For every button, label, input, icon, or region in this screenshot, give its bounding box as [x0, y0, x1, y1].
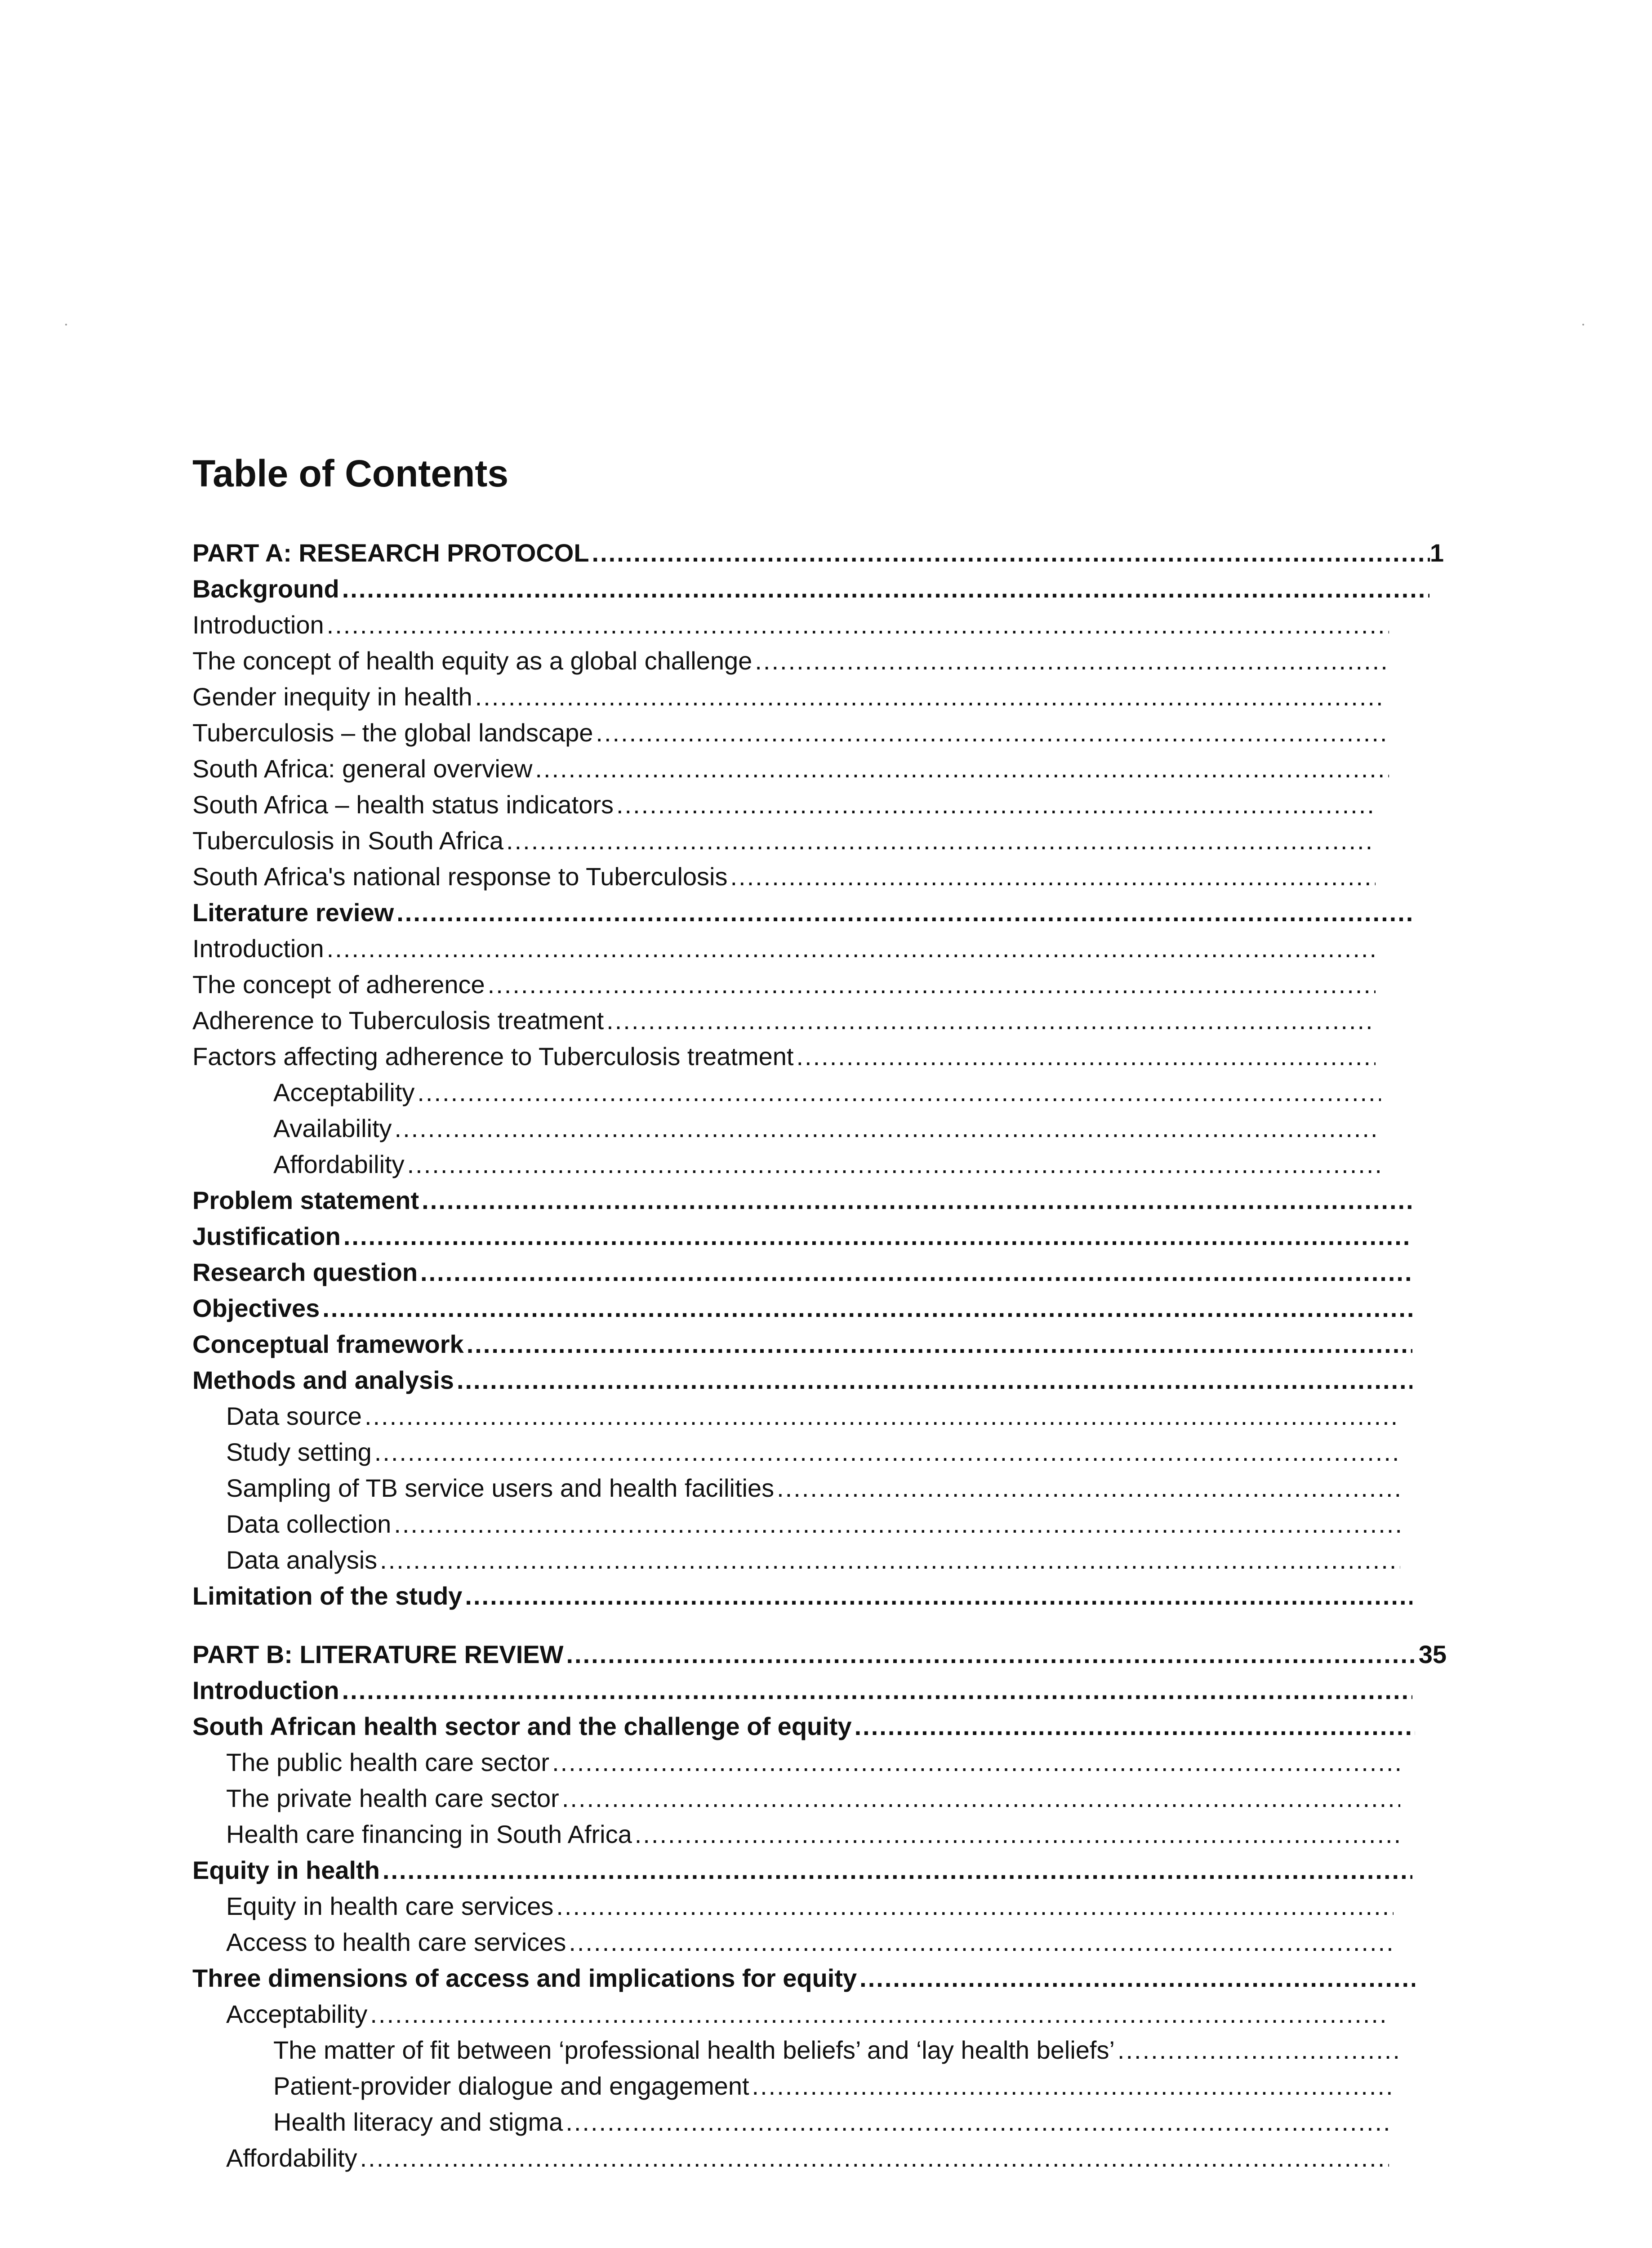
toc-entry[interactable]: [192, 1673, 1412, 1708]
toc-leader-dots: [563, 1637, 1418, 1673]
toc-leader-dots: [752, 643, 1389, 679]
toc-entry[interactable]: [192, 571, 1429, 607]
toc-leader-dots: [394, 895, 1412, 931]
toc-leader-dots: [852, 1708, 1415, 1744]
toc-entry-label: Acceptability: [226, 2000, 368, 2028]
toc-entry-label: Equity in health: [192, 1856, 380, 1884]
toc-entry-label: Objectives: [192, 1294, 320, 1322]
toc-entry-label: Availability: [273, 1114, 392, 1142]
toc-entry-label: The matter of fit between ‘professional health beliefs’ and ‘lay health beliefs’: [273, 2036, 1115, 2064]
toc-leader-dots: [559, 1780, 1400, 1816]
toc-entry-label: South African health sector and the challenge of equity: [192, 1712, 852, 1740]
toc-entry[interactable]: [192, 1254, 1412, 1290]
toc-entry[interactable]: [273, 2068, 1394, 2104]
toc-page-number: 35: [1418, 1640, 1447, 1668]
toc-entry[interactable]: [192, 787, 1376, 823]
toc-entry[interactable]: [192, 1326, 1412, 1362]
toc-entry[interactable]: [192, 1637, 1447, 1673]
toc-entry-label: Introduction: [192, 1676, 339, 1704]
toc-leader-dots: [341, 1218, 1412, 1254]
toc-entry-label: Study setting: [226, 1438, 372, 1466]
toc-entry[interactable]: [192, 1218, 1412, 1254]
toc-entry-label: Equity in health care services: [226, 1892, 554, 1920]
toc-entry[interactable]: [192, 751, 1389, 787]
toc-entry[interactable]: [192, 1039, 1376, 1075]
toc-leader-dots: [320, 1290, 1412, 1326]
toc-entry-label: South Africa: general overview: [192, 754, 533, 783]
toc-leader-dots: [414, 1075, 1381, 1111]
toc-entry-label: Adherence to Tuberculosis treatment: [192, 1006, 604, 1035]
toc-leader-dots: [774, 1470, 1400, 1506]
toc-leader-dots: [1115, 2032, 1400, 2068]
toc-entry-label: The concept of adherence: [192, 970, 485, 999]
toc-entry-label: Limitation of the study: [192, 1582, 463, 1610]
toc-leader-dots: [749, 2068, 1394, 2104]
toc-entry[interactable]: [226, 1888, 1394, 1924]
toc-leader-dots: [380, 1852, 1412, 1888]
toc-entry[interactable]: [192, 895, 1412, 931]
toc-entry[interactable]: [226, 1506, 1400, 1542]
toc-entry-label: Literature review: [192, 898, 394, 927]
toc-entry[interactable]: [226, 1924, 1394, 1960]
toc-entry-label: Three dimensions of access and implications for equity: [192, 1964, 857, 1992]
toc-leader-dots: [462, 1578, 1412, 1614]
toc-entry[interactable]: [226, 1542, 1400, 1578]
toc-entry-label: PART A: RESEARCH PROTOCOL: [192, 539, 589, 567]
toc-leader-dots: [357, 2140, 1389, 2176]
toc-entry-label: Affordability: [226, 2144, 357, 2172]
toc-entry-label: Access to health care services: [226, 1928, 566, 1956]
toc-entry[interactable]: [192, 1960, 1415, 1996]
toc-entry-label: Data analysis: [226, 1546, 378, 1574]
toc-entry[interactable]: [192, 1852, 1412, 1888]
toc-entry[interactable]: [226, 1816, 1400, 1852]
toc-entry[interactable]: [226, 1398, 1400, 1434]
toc-entry-label: Tuberculosis – the global landscape: [192, 718, 593, 747]
toc-leader-dots: [419, 1182, 1412, 1218]
toc-entry-label: Introduction: [192, 934, 324, 963]
toc-entry[interactable]: [273, 2032, 1400, 2068]
toc-leader-dots: [405, 1146, 1381, 1182]
toc-leader-dots: [324, 931, 1376, 967]
toc-entry-label: Data source: [226, 1402, 362, 1430]
toc-entry-label: Gender inequity in health: [192, 682, 472, 711]
toc-leader-dots: [472, 679, 1381, 715]
toc-entry-label: Affordability: [273, 1150, 405, 1178]
toc-leader-dots: [566, 1924, 1394, 1960]
toc-entry-label: The concept of health equity as a global challenge: [192, 647, 753, 675]
toc-leader-dots: [604, 1003, 1376, 1039]
toc-leader-dots: [485, 967, 1376, 1003]
toc-page-number: 1: [1429, 539, 1444, 567]
toc-entry-label: Data collection: [226, 1510, 392, 1538]
toc-entry-label: South Africa's national response to Tuberculosis: [192, 862, 728, 891]
toc-entry-label: Methods and analysis: [192, 1366, 454, 1394]
toc-leader-dots: [614, 787, 1376, 823]
toc-entry[interactable]: [273, 2104, 1394, 2140]
toc-entry[interactable]: [226, 1744, 1400, 1780]
toc-entry-label: Tuberculosis in South Africa: [192, 826, 504, 855]
toc-entry[interactable]: [192, 1362, 1412, 1398]
toc-leader-dots: [391, 1506, 1400, 1542]
toc-leader-dots: [728, 859, 1376, 895]
toc-entry-label: Justification: [192, 1222, 341, 1250]
toc-leader-dots: [532, 751, 1389, 787]
toc-entry[interactable]: [192, 859, 1376, 895]
toc-entry-label: Background: [192, 575, 339, 603]
toc-entry[interactable]: [273, 1075, 1381, 1111]
toc-entry[interactable]: [226, 1996, 1389, 2032]
toc-entry[interactable]: [226, 2140, 1389, 2176]
toc-leader-dots: [418, 1254, 1412, 1290]
toc-entry-label: South Africa – health status indicators: [192, 790, 614, 819]
toc-entry[interactable]: [192, 607, 1389, 643]
toc-entry-label: Introduction: [192, 611, 324, 639]
toc-entry-label: The public health care sector: [226, 1748, 550, 1776]
toc-leader-dots: [464, 1326, 1412, 1362]
toc-entry-label: The private health care sector: [226, 1784, 559, 1812]
toc-entry[interactable]: [192, 931, 1376, 967]
toc-leader-dots: [563, 2104, 1394, 2140]
toc-leader-dots: [454, 1362, 1412, 1398]
toc-entry[interactable]: [192, 823, 1376, 859]
toc-leader-dots: [553, 1888, 1394, 1924]
toc-entry-label: Health care financing in South Africa: [226, 1820, 632, 1848]
toc-leader-dots: [593, 715, 1389, 751]
toc-entry[interactable]: [192, 967, 1376, 1003]
toc-leader-dots: [857, 1960, 1415, 1996]
toc-entry[interactable]: [192, 1003, 1376, 1039]
toc-entry-label: Acceptability: [273, 1078, 415, 1106]
toc-entry[interactable]: [192, 679, 1381, 715]
toc-leader-dots: [324, 607, 1389, 643]
toc-leader-dots: [392, 1111, 1381, 1146]
toc-entry-label: Conceptual framework: [192, 1330, 464, 1358]
toc-entry-label: Research question: [192, 1258, 418, 1286]
toc-title: Table of Contents: [192, 452, 509, 495]
toc-entry[interactable]: [192, 715, 1389, 751]
toc-leader-dots: [367, 1996, 1389, 2032]
toc-entry[interactable]: [273, 1146, 1381, 1182]
toc-entry-label: Health literacy and stigma: [273, 2108, 563, 2136]
toc-entry-label: Patient-provider dialogue and engagement: [273, 2072, 749, 2100]
toc-entry[interactable]: [226, 1434, 1400, 1470]
toc-entry[interactable]: [192, 1182, 1412, 1218]
toc-leader-dots: [339, 571, 1429, 607]
toc-leader-dots: [362, 1398, 1400, 1434]
toc-entry-label: Problem statement: [192, 1186, 419, 1214]
toc-entry-label: Sampling of TB service users and health facilities: [226, 1474, 775, 1502]
toc-entry-label: PART B: LITERATURE REVIEW: [192, 1640, 564, 1668]
toc-entry[interactable]: [192, 1708, 1415, 1744]
toc-leader-dots: [372, 1434, 1400, 1470]
toc-entry[interactable]: [226, 1470, 1400, 1506]
toc-entry-label: Factors affecting adherence to Tuberculosis treatment: [192, 1042, 794, 1070]
toc-leader-dots: [377, 1542, 1400, 1578]
toc-leader-dots: [503, 823, 1376, 859]
toc-entry[interactable]: [192, 1290, 1412, 1326]
toc-entry[interactable]: [273, 1111, 1381, 1146]
toc-leader-dots: [589, 535, 1430, 571]
toc-leader-dots: [339, 1673, 1412, 1708]
toc-entry[interactable]: [192, 1578, 1412, 1614]
toc-entry[interactable]: [226, 1780, 1400, 1816]
toc-entry[interactable]: [192, 535, 1444, 571]
toc-leader-dots: [549, 1744, 1400, 1780]
toc-leader-dots: [793, 1039, 1376, 1075]
toc-leader-dots: [632, 1816, 1400, 1852]
toc-entry[interactable]: [192, 643, 1389, 679]
